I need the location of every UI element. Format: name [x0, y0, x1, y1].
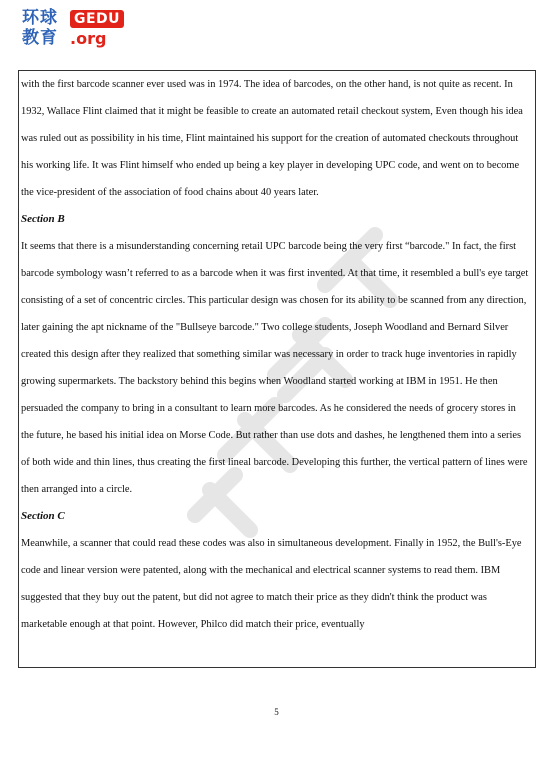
logo-chinese-text	[22, 8, 68, 48]
page-number: 5	[274, 707, 279, 717]
body-paragraph: Meanwhile, a scanner that could read these codes was also in simultaneous development. Finally in 1952, the Bull's-Eye code and linear version were patented, along with the mechanical and electrical scanner systems to read them. IBM suggested that they buy out the patent, but did not agree to match their price as they didn't think the product was marketable enough at that point. However, Philco did match their price, eventually	[21, 538, 522, 630]
logo-line1: 环球	[22, 8, 58, 28]
section-heading: Section B	[21, 213, 65, 225]
logo-line2: 教育	[22, 28, 58, 48]
section-heading: Section C	[21, 510, 65, 522]
gedu-logo	[22, 8, 152, 50]
logo-badge: GEDU	[70, 10, 124, 28]
body-paragraph: with the first barcode scanner ever used was in 1974. The idea of barcodes, on the other hand, is not quite as recent. In 1932, Wallace Flint claimed that it might be feasible to create an automated retail checkout system, Even though his idea was ruled out as possibility in his time, Flint maintained his support for the creation of automated checkouts throughout his working life. It was Flint himself who ended up being a key player in developing UPC code, and went on to become the vice-president of the association of food chains about 40 years later.	[21, 79, 523, 198]
logo-org: .org	[70, 29, 107, 48]
document-body	[21, 71, 531, 638]
body-paragraph: It seems that there is a misunderstanding concerning retail UPC barcode being the very first “barcode." In fact, the first barcode symbology wasn’t referred to as a barcode when it was first invented. At that time, it resembled a bull's eye target consisting of a set of concentric circles. This particular design was chosen for its ability to be scanned from any direction, later gaining the apt nickname of the "Bullseye barcode." Two college students, Joseph Woodland and Bernard Silver created this design after they realized that something similar was necessary in order to track huge inventories in rapidly growing supermarkets. The backstory behind this begins when Woodland started working at IBM in 1951. He then persuaded the company to bring in a consultant to learn more barcodes. As he considered the needs of grocery stores in the future, he based his initial idea on Morse Code. But rather than use dots and dashes, he lengthened them into a series of both wide and thin lines, thus creating the first lineal barcode. Developing this further, the vertical pattern of lines were then arranged into a circle.	[21, 241, 529, 495]
